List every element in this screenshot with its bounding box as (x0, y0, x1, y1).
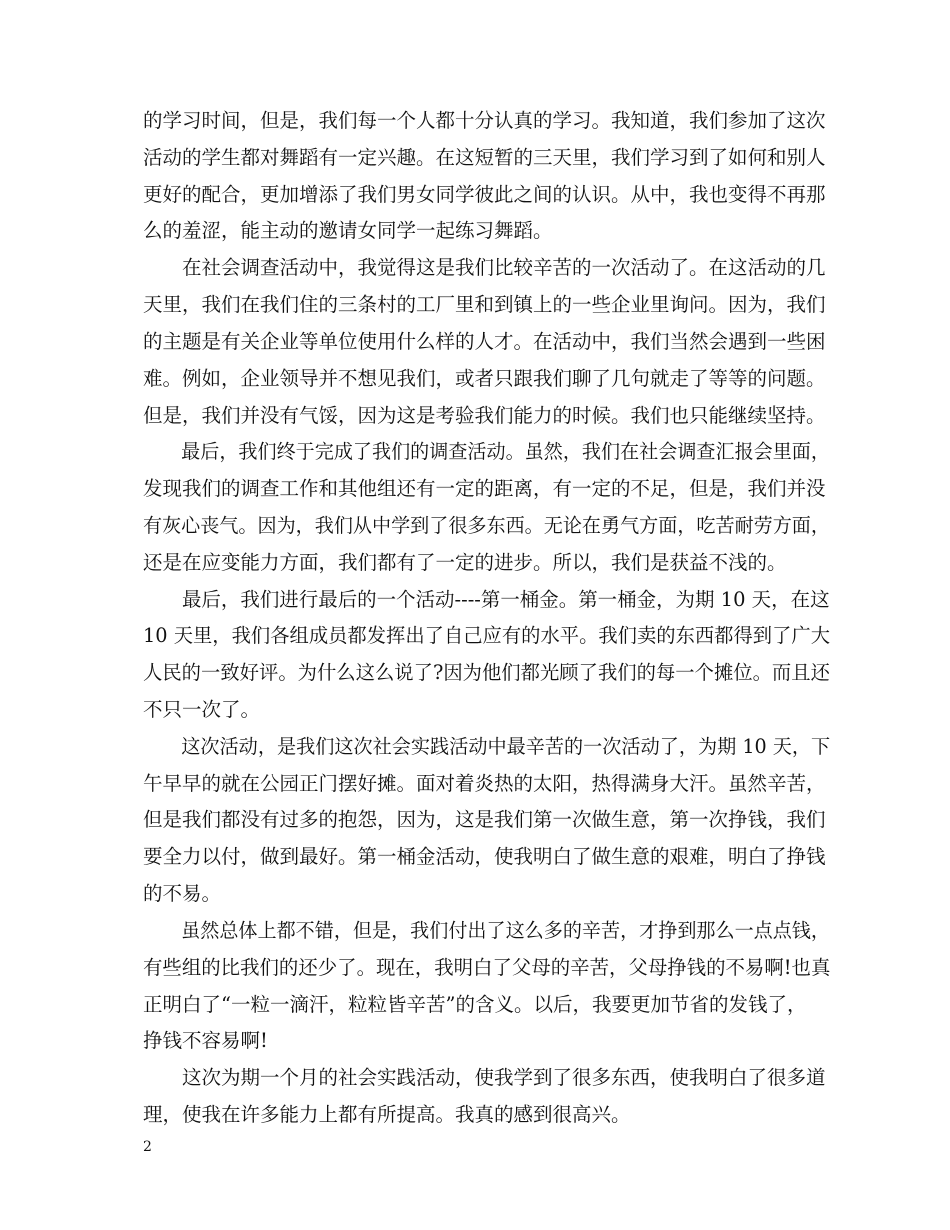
text-line: 的不易。 (143, 882, 222, 905)
text-line: 这次为期一个月的社会实践活动，使我学到了很多东西，使我明白了很多道 (143, 1066, 826, 1089)
text-line: 还是在应变能力方面，我们都有了一定的进步。所以，我们是获益不浅的。 (143, 551, 787, 574)
text-line: 但是我们都没有过多的抱怨，因为，这是我们第一次做生意，第一次挣钱，我们 (143, 808, 826, 831)
text-line: 人民的一致好评。为什么这么说了?因为他们都光顾了我们的每一个摊位。而且还 (143, 661, 830, 684)
page-number: 2 (143, 1139, 152, 1155)
text-line: 挣钱不容易啊! (143, 1029, 268, 1052)
text-line: 正明白了“一粒一滴汗，粒粒皆辛苦”的含义。以后，我要更加节省的发钱了， (143, 993, 807, 1016)
text-line: 天里，我们在我们住的三条村的工厂里和到镇上的一些企业里询问。因为，我们 (143, 293, 826, 316)
text-line: 么的羞涩，能主动的邀请女同学一起练习舞蹈。 (143, 219, 553, 242)
text-line: 理，使我在许多能力上都有所提高。我真的感到很高兴。 (143, 1103, 631, 1126)
text-line: 最后，我们进行最后的一个活动----第一桶金。第一桶金，为期 10 天，在这 (143, 588, 830, 611)
text-line: 但是，我们并没有气馁，因为这是考验我们能力的时候。我们也只能继续坚持。 (143, 404, 826, 427)
text-line: 有些组的比我们的还少了。现在，我明白了父母的辛苦，父母挣钱的不易啊!也真 (143, 956, 831, 979)
text-line: 更好的配合，更加增添了我们男女同学彼此之间的认识。从中，我也变得不再那 (143, 183, 826, 206)
text-line: 要全力以付，做到最好。第一桶金活动，使我明白了做生意的艰难，明白了挣钱 (143, 845, 826, 868)
text-line: 最后，我们终于完成了我们的调查活动。虽然，我们在社会调查汇报会里面， (143, 440, 830, 463)
text-line: 10 天里，我们各组成员都发挥出了自己应有的水平。我们卖的东西都得到了广大 (143, 624, 831, 647)
text-line: 有灰心丧气。因为，我们从中学到了很多东西。无论在勇气方面，吃苦耐劳方面， (143, 514, 830, 537)
text-line: 活动的学生都对舞蹈有一定兴趣。在这短暂的三天里，我们学习到了如何和别人 (143, 146, 826, 169)
text-line: 午早早的就在公园正门摆好摊。面对着炎热的太阳，热得满身大汗。虽然辛苦， (143, 772, 826, 795)
text-line: 在社会调查活动中，我觉得这是我们比较辛苦的一次活动了。在这活动的几 (143, 256, 826, 279)
text-line: 这次活动，是我们这次社会实践活动中最辛苦的一次活动了，为期 10 天，下 (143, 735, 831, 758)
text-line: 发现我们的调查工作和其他组还有一定的距离，有一定的不足，但是，我们并没 (143, 477, 826, 500)
text-line: 难。例如，企业领导并不想见我们，或者只跟我们聊了几句就走了等等的问题。 (143, 367, 826, 390)
text-line: 的学习时间，但是，我们每一个人都十分认真的学习。我知道，我们参加了这次 (143, 109, 826, 132)
text-line: 虽然总体上都不错，但是，我们付出了这么多的辛苦，才挣到那么一点点钱， (143, 919, 830, 942)
text-line: 不只一次了。 (143, 698, 261, 721)
text-line: 的主题是有关企业等单位使用什么样的人才。在活动中，我们当然会遇到一些困 (143, 330, 826, 353)
